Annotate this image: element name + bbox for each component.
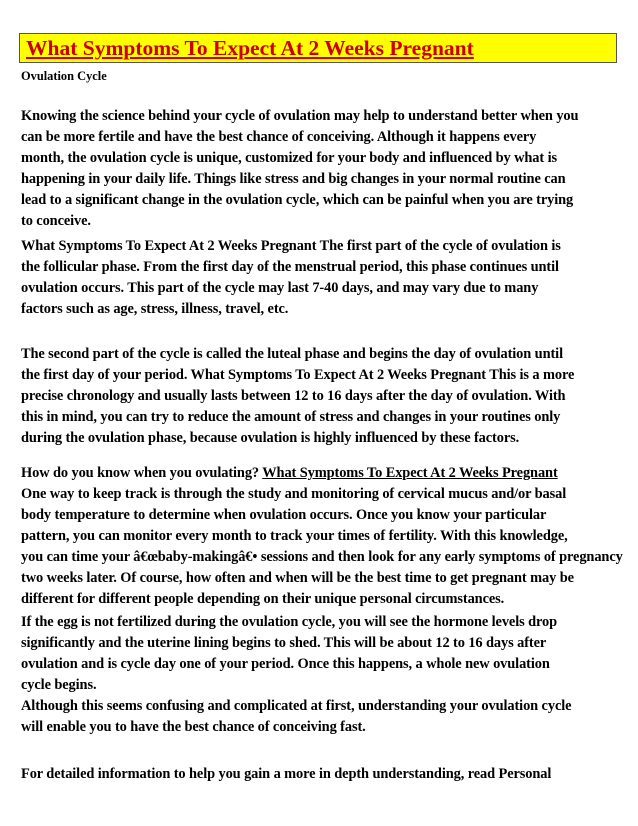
paragraph-5 [21, 612, 571, 738]
text-line: What Symptoms To Expect At 2 Weeks Pregnant The first part of the cycle of ovulation is [21, 238, 561, 254]
text-line: this in mind, you can try to reduce the amount of stress and changes in your routines only [21, 409, 561, 425]
text-line: the follicular phase. From the first day of the menstrual period, this phase continues until [21, 259, 559, 275]
text-line: you can time your â€œbaby-makingâ€• sessions and then look for any early symptoms of pregnancy [21, 549, 623, 565]
text-line: different for different people depending on their unique personal circumstances. [21, 591, 505, 607]
text-line: One way to keep track is through the study and monitoring of cervical mucus and/or basal [21, 486, 567, 502]
text-line: significantly and the uterine lining begins to shed. This will be about 12 to 16 days after [21, 635, 547, 651]
text-line: to conceive. [21, 213, 91, 229]
text-line: factors such as age, stress, illness, travel, etc. [21, 301, 289, 317]
text-line [21, 463, 623, 484]
text-line: happening in your daily life. Things like stress and big changes in your normal routine can [21, 171, 566, 187]
title-link[interactable]: What Symptoms To Expect At 2 Weeks Pregnant [262, 465, 558, 481]
text-line: pattern, you can monitor every month to track your times of fertility. With this knowledge, [21, 528, 568, 544]
text-line: during the ovulation phase, because ovulation is highly influenced by these factors. [21, 430, 520, 446]
title-banner [19, 33, 617, 63]
paragraph-4 [21, 463, 623, 610]
paragraph-4-lead: How do you know when you ovulating? [21, 465, 263, 481]
text-line: cycle begins. [21, 677, 97, 693]
text-line: will enable you to have the best chance of conceiving fast. [21, 719, 366, 735]
text-line: ovulation occurs. This part of the cycle may last 7-40 days, and may vary due to many [21, 280, 539, 296]
text-line: can be more fertile and have the best chance of conceiving. Although it happens every [21, 129, 537, 145]
paragraph-1 [21, 106, 578, 232]
page-title[interactable]: What Symptoms To Expect At 2 Weeks Pregnant [26, 36, 474, 60]
text-line: Knowing the science behind your cycle of ovulation may help to understand better when you [21, 108, 579, 124]
text-line: ovulation and is cycle day one of your period. Once this happens, a whole new ovulation [21, 656, 550, 672]
text-line: For detailed information to help you gain a more in depth understanding, read Personal [21, 766, 552, 782]
text-line: month, the ovulation cycle is unique, customized for your body and influenced by what is [21, 150, 557, 166]
text-line: If the egg is not fertilized during the ovulation cycle, you will see the hormone levels drop [21, 614, 558, 630]
paragraph-6 [21, 764, 551, 785]
paragraph-2 [21, 236, 561, 320]
text-line: precise chronology and usually lasts between 12 to 16 days after the day of ovulation. With [21, 388, 566, 404]
paragraph-3 [21, 344, 574, 449]
text-line: body temperature to determine when ovulation occurs. Once you know your particular [21, 507, 547, 523]
section-subtitle: Ovulation Cycle [21, 69, 107, 83]
text-line: Although this seems confusing and complicated at first, understanding your ovulation cycle [21, 698, 572, 714]
text-line: The second part of the cycle is called the luteal phase and begins the day of ovulation until [21, 346, 563, 362]
text-line: lead to a significant change in the ovulation cycle, which can be painful when you are trying [21, 192, 574, 208]
text-line: two weeks later. Of course, how often and when will be the best time to get pregnant may be [21, 570, 574, 586]
text-line: the first day of your period. What Symptoms To Expect At 2 Weeks Pregnant This is a more [21, 367, 575, 383]
